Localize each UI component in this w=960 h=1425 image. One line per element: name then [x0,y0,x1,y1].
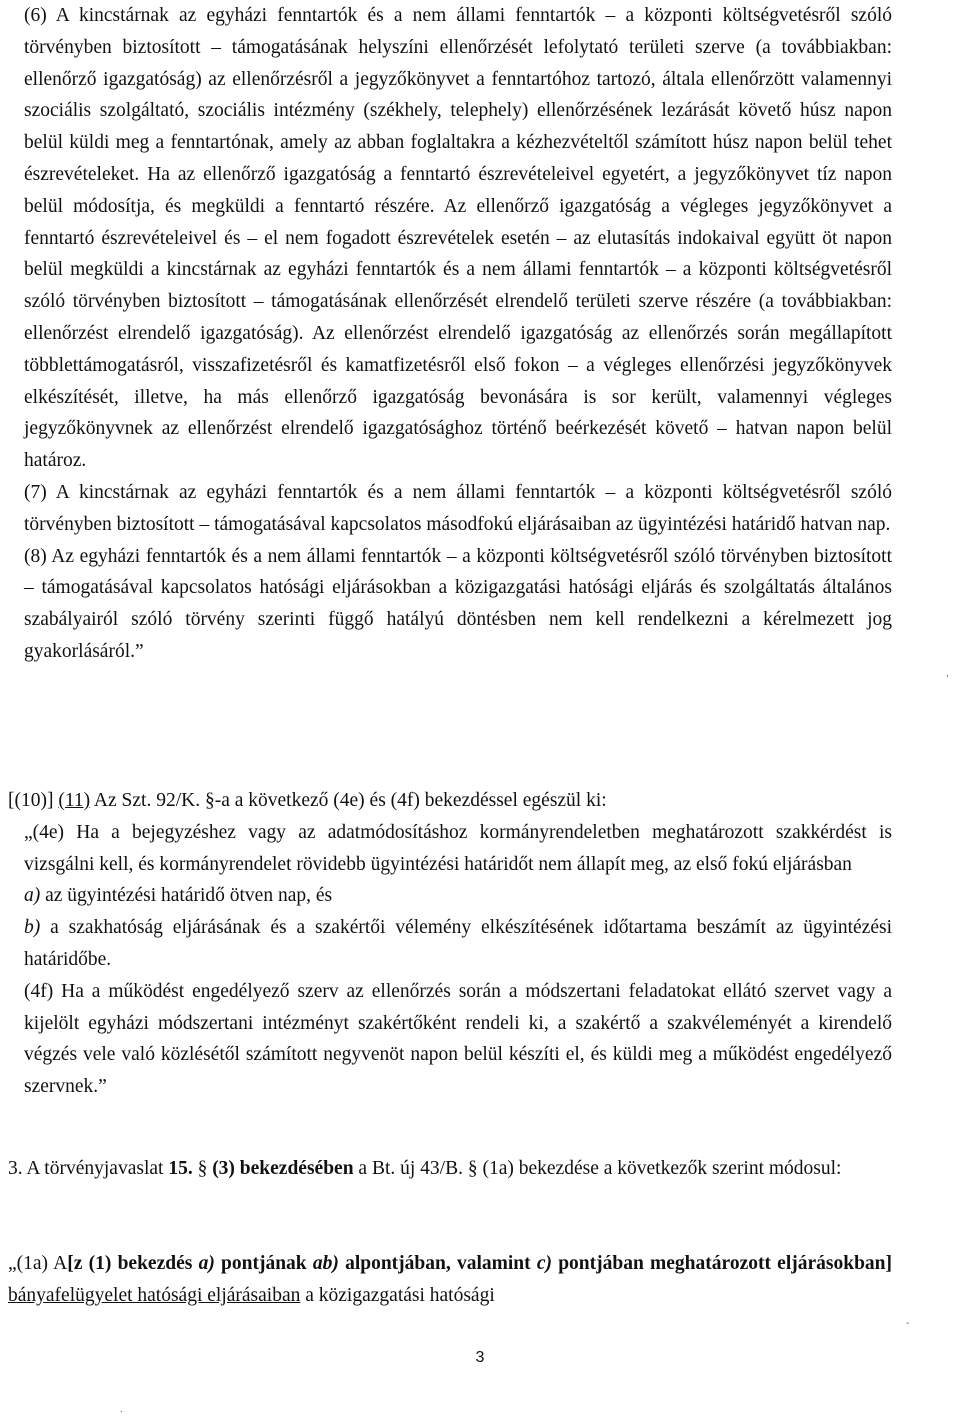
section-item-3 [8,1153,892,1185]
deleted-text-3: alpontjában, valamint [338,1253,537,1274]
paragraph-1a-rest: a közigazgatási hatósági [300,1284,495,1306]
paragraph-4f: (4f) Ha a működést engedélyező szerv az ellenőrzés során a módszertani feladatokat ellátó szervet vagy a kijelölt egyházi módszertani intézményt szakértőként rendeli ki, a szakértő a szakvéleményét a kirendelő végzés vele való közlésétől számított negyvenöt napon belül készíti el, és küldi meg a működést engedélyező szervnek.” [24,980,892,1098]
inserted-number: (11) [58,790,91,811]
section-paragraph-1a [8,1248,893,1312]
item-3-rest: a Bt. új 43/B. § (1a) bekezdése a következők szerint módosul: [353,1158,842,1179]
paragraph-6: (6) A kincstárnak az egyházi fenntartók és a nem állami fenntartók – a központi költségvetésről szóló törvényben biztosított – támogatásának helyszíni ellenőrzését lefolytató területi szerve (a továbbiakban: ellenőrző igazgatóság) az ellenőrzésről a jegyzőkönyvet a fenntartóhoz tartozó, általa ellenőrzött valamennyi szociális szolgáltató, szociális intézmény (székhely, telephely) ellenőrzésének lezárását követő húsz napon belül küldi meg a fenntartónak, amely az abban foglaltakra a kézhezvételtől számított húsz napon belül tehet észrevételeket. Ha az ellenőrző igazgatóság a fenntartó észrevételeivel egyetért, a jegyzőkönyvet tíz napon belül módosítja, és megküldi a fenntartó részére. Az ellenőrző igazgatóság a végleges jegyzőkönyvet a fenntartó észrevételeivel és – el nem fogadott észrevételek esetén – az elutasítás indokaival együtt öt napon belül megküldi a kincstárnak az egyházi fenntartók és a nem állami fenntartók – a központi költségvetésről szóló törvényben biztosított – támogatásának ellenőrzését elrendelő területi szerve részére (a továbbiakban: ellenőrzést elrendelő igazgatóság). Az ellenőrzést elrendelő igazgatóság az ellenőrzés során megállapított többlettámogatásról, visszafizetésről és kamatfizetésről első fokon – a végleges ellenőrzési jegyzőkönyvek elkészítését, illetve, ha más ellenőrző igazgatóság bevonására is sor került, valamennyi végleges jegyzőkönyvnek az ellenőrzést elrendelő igazgatósághoz történő beérkezését követő – hatvan napon belül határoz. [24,5,892,472]
item-3-text [8,1153,892,1185]
margin-mark-3: . [120,1404,123,1415]
point-a-text: az ügyintézési határidő ötven nap, és [40,885,333,907]
inserted-text: bányafelügyelet hatósági eljárásaiban [8,1284,301,1306]
paragraph-7: (7) A kincstárnak az egyházi fenntartók és a nem állami fenntartók – a központi költségvetésről szóló törvényben biztosított – támogatásával kapcsolatos másodfokú eljárásaiban az ügyintézési határidő hatvan nap. [24,481,892,535]
deleted-text-ab: ab) [312,1253,339,1274]
paragraph-1a-open: „(1a) A [8,1253,68,1274]
point-a-label: a) [24,885,41,907]
item-3-prefix: 3. A törvényjavaslat [8,1158,169,1179]
point-b-text: a szakhatóság eljárásának és a szakértői vélemény elkészítésének időtartama beszámít az ügyintézési határidőbe. [24,917,892,970]
page-number: 3 [475,1349,485,1366]
paragraph-1a [8,1248,892,1312]
deleted-text-2: pontjának [214,1253,313,1274]
item-3-number: 15. [168,1158,193,1179]
deleted-number: [(10)] [8,790,54,811]
section-amendment-11 [8,785,892,1103]
point-b [24,912,892,976]
deleted-text-a: a) [198,1253,215,1274]
amendment-heading-text: Az Szt. 92/K. §-a a következő (4e) és (4f) bekezdéssel egészül ki: [90,790,607,811]
section-paragraphs-6-8 [24,0,892,668]
paragraph-8: (8) Az egyházi fenntartók és a nem állami fenntartók – a központi költségvetésről szóló törvényben biztosított – támogatásával kapcsolatos hatósági eljárásokban a közigazgatási hatósági eljárás és szolgáltatás általános szabályairól szóló törvény szerinti függő hatályú döntésben nem kell rendelkezni a kérelmezett jog gyakorlásáról.” [24,545,892,662]
margin-mark-2: - [906,1318,910,1329]
amendment-heading [8,785,892,817]
deleted-text-1: [z (1) bekezdés [67,1253,199,1274]
point-b-label: b) [24,917,41,939]
item-3-section-sign: § [192,1158,213,1179]
deleted-text-c: c) [536,1253,552,1274]
deleted-text-4: pontjában meghatározott eljárásokban] [551,1253,893,1274]
point-a [24,880,892,912]
margin-mark: , [946,668,949,679]
item-3-paragraph-ref: (3) bekezdésében [212,1158,354,1179]
paragraph-4e: „(4e) Ha a bejegyzéshez vagy az adatmódosításhoz kormányrendeletben meghatározott szakkérdést is vizsgálni kell, és kormányrendelet rövidebb ügyintézési határidőt nem állapít meg, az első fokú eljárásban [24,821,892,875]
